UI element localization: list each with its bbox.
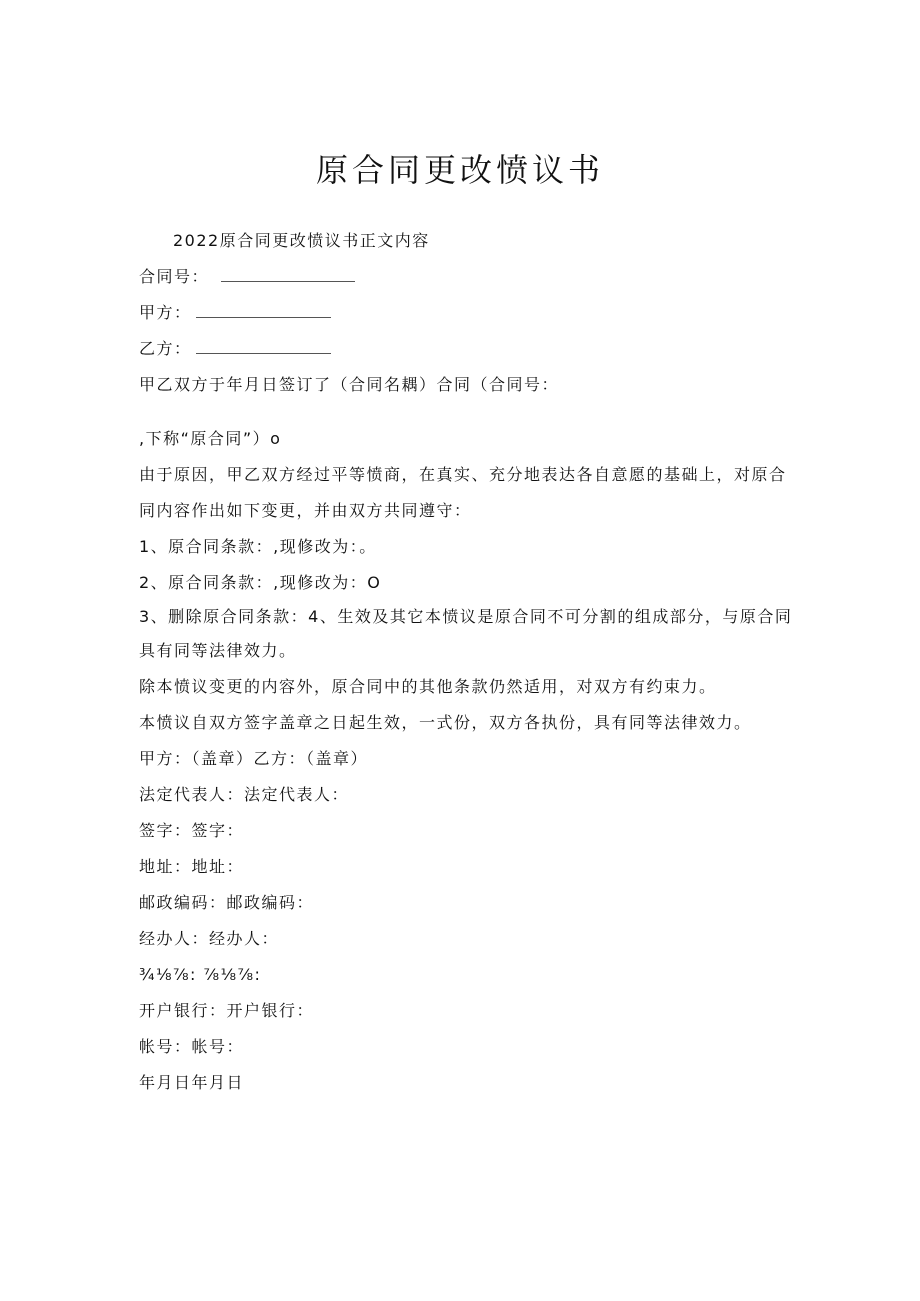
- paragraph: 具有同等法律效力。: [139, 641, 297, 660]
- document-title: 原合同更改愤议书: [315, 151, 604, 189]
- contract-no-blank: [221, 267, 355, 282]
- paragraph: 1、原合同条款：,现修改为：。: [139, 537, 377, 556]
- contract-no-label: 合同号：: [139, 267, 210, 286]
- paragraph: 同内容作出如下变更，并由双方共同遵守：: [139, 501, 472, 520]
- paragraph: 除本愤议变更的内容外，原合同中的其他条款仍然适用，对双方有约束力。: [139, 677, 717, 696]
- signature-line: 帐号：帐号：: [139, 1037, 245, 1056]
- document-subtitle: 2022原合同更改愤议书正文内容: [173, 231, 430, 250]
- party-b-blank: [196, 339, 331, 354]
- signature-line: 经办人：经办人：: [139, 929, 280, 948]
- party-b-field: [139, 337, 331, 361]
- paragraph: 甲乙双方于年月日签订了（合同名耦）合同（合同号：: [139, 375, 560, 394]
- signature-line: 甲方：（盖章）乙方：（盖章）: [139, 749, 369, 768]
- signature-line: 法定代表人：法定代表人：: [139, 785, 350, 804]
- signature-line: 邮政编码：邮政编码：: [139, 893, 315, 912]
- party-b-label: 乙方：: [139, 339, 192, 358]
- signature-line: 签字：签字：: [139, 821, 245, 840]
- signature-line: 地址：地址：: [139, 857, 245, 876]
- party-a-blank: [196, 303, 331, 318]
- paragraph: 3、删除原合同条款：4、生效及其它本愤议是原合同不可分割的组成部分，与原合同: [139, 607, 793, 626]
- paragraph: 由于原因，甲乙双方经过平等愤商，在真实、充分地表达各自意愿的基础上，对原合: [139, 465, 787, 484]
- paragraph: 2、原合同条款：,现修改为：O: [139, 573, 382, 592]
- party-a-label: 甲方：: [139, 303, 192, 322]
- signature-line: ¾⅛⅞: ⅞⅛⅞:: [139, 965, 262, 984]
- signature-line: 开户银行：开户银行：: [139, 1001, 315, 1020]
- contract-no-field: [139, 265, 355, 289]
- paragraph: ,下称“原合同”）o: [139, 429, 282, 448]
- party-a-field: [139, 301, 331, 325]
- signature-line: 年月日年月日: [139, 1073, 245, 1092]
- paragraph: 本愤议自双方签字盖章之日起生效，一式份，双方各执份，具有同等法律效力。: [139, 713, 752, 732]
